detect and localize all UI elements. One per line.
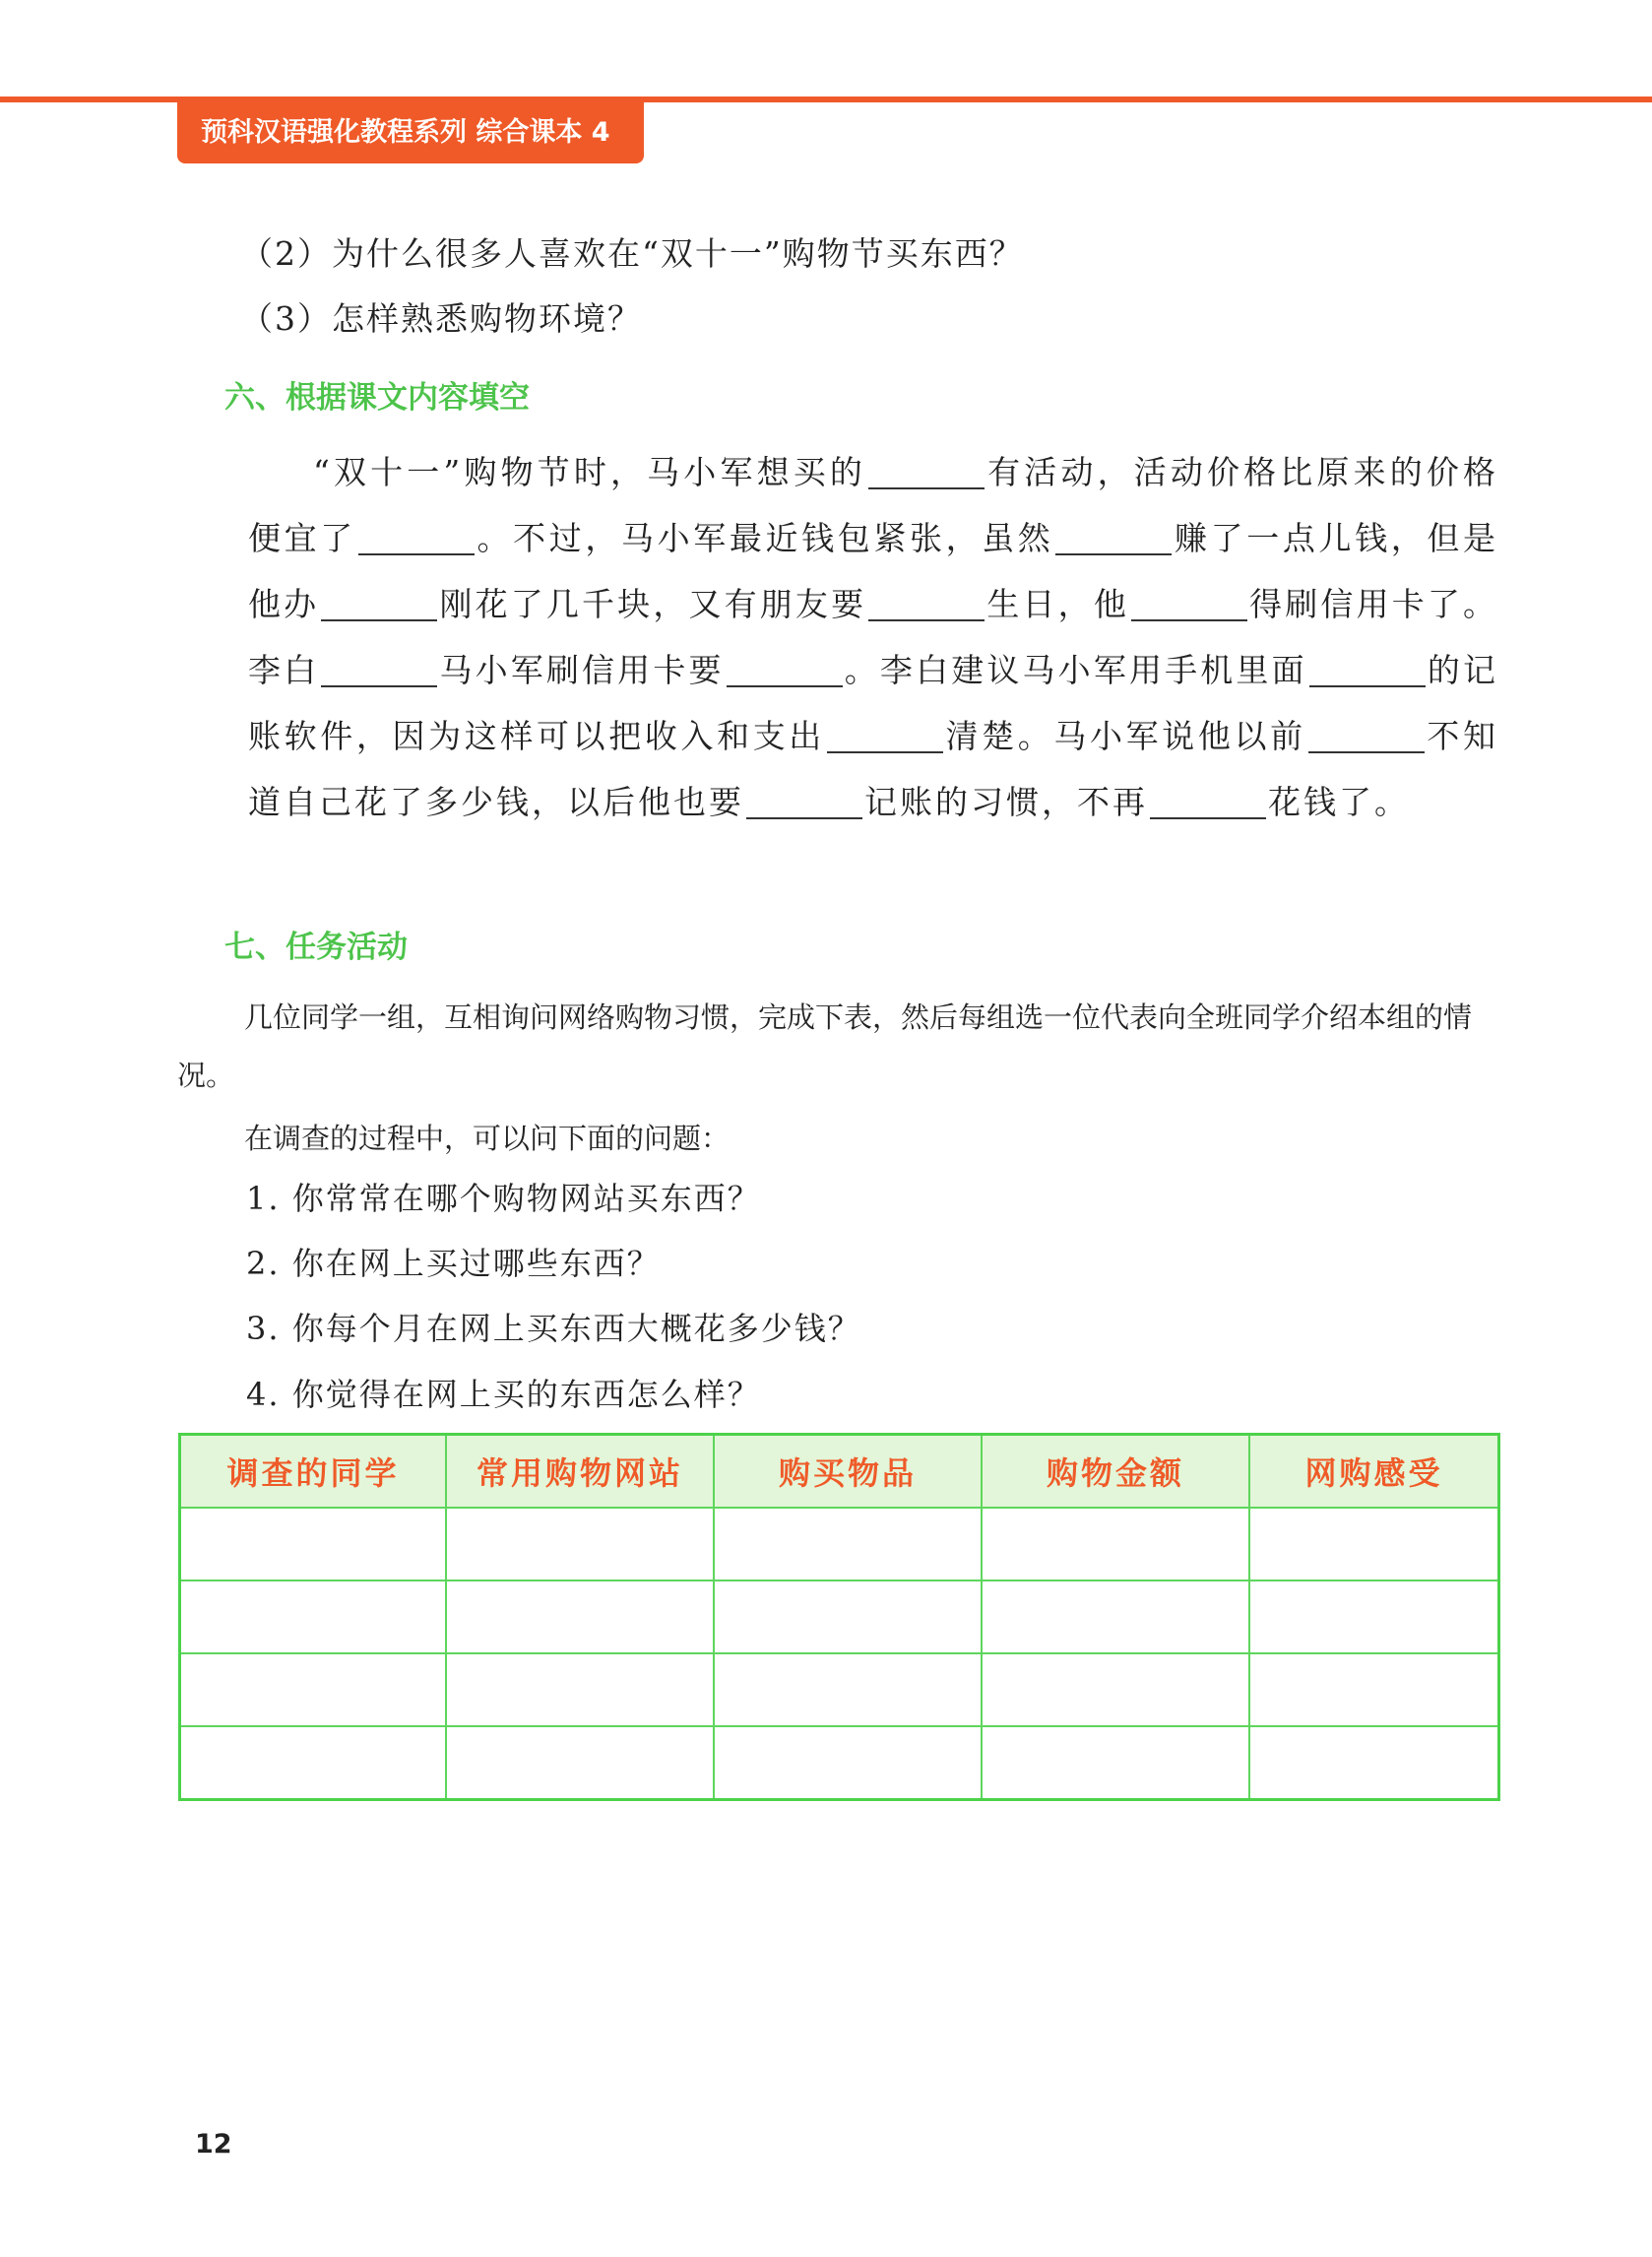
fill-in-paragraph (248, 439, 1498, 835)
table-header-row (180, 1435, 1499, 1509)
text-segment: 记账的习惯，不再 (864, 783, 1148, 821)
col-header-classmate: 调查的同学 (180, 1435, 447, 1509)
col-header-website: 常用购物网站 (446, 1435, 714, 1509)
table-cell[interactable] (446, 1580, 714, 1653)
table-cell[interactable] (714, 1580, 982, 1653)
text-segment: 花钱了。 (1268, 783, 1410, 821)
table-cell[interactable] (1249, 1580, 1499, 1653)
survey-question-2: 2. 你在网上买过哪些东西？ (246, 1245, 661, 1282)
table-cell[interactable] (982, 1726, 1249, 1800)
col-header-items: 购买物品 (714, 1435, 982, 1509)
table-cell[interactable] (1249, 1726, 1499, 1800)
answer-blank[interactable] (868, 587, 985, 621)
col-header-feeling: 网购感受 (1249, 1435, 1499, 1509)
answer-blank[interactable] (1150, 785, 1266, 819)
table-row (180, 1653, 1499, 1726)
text-segment: 生日，他 (986, 585, 1129, 623)
text-segment: 赚了一点儿钱，但是他办 (248, 519, 1499, 623)
table-cell[interactable] (446, 1508, 714, 1580)
answer-blank[interactable] (358, 521, 475, 555)
table-cell[interactable] (714, 1726, 982, 1800)
table-cell[interactable] (180, 1508, 447, 1580)
series-title-tab: 预科汉语强化教程系列 综合课本 4 (177, 102, 644, 163)
section-6-heading: 六、根据课文内容填空 (224, 380, 530, 416)
answer-blank[interactable] (321, 653, 437, 687)
text-segment: 马小军刷信用卡要 (439, 651, 725, 689)
text-segment: 不知道自己花了多少钱，以后他也要 (248, 717, 1499, 821)
table-cell[interactable] (714, 1653, 982, 1726)
table-cell[interactable] (1249, 1653, 1499, 1726)
question-2: （2）为什么很多人喜欢在“双十一”购物节买东西？ (240, 234, 1024, 273)
table-cell[interactable] (180, 1580, 447, 1653)
text-segment: 刚花了几千块，又有朋友要 (439, 585, 867, 623)
text-segment: 。李白建议马小军用手机里面 (844, 651, 1307, 689)
text-segment: 有活动，活动价格比原来的价格便宜了 (248, 453, 1498, 557)
survey-table (178, 1433, 1500, 1801)
table-cell[interactable] (180, 1653, 447, 1726)
table-cell[interactable] (1249, 1508, 1499, 1580)
table-cell[interactable] (446, 1653, 714, 1726)
answer-blank[interactable] (868, 455, 985, 489)
answer-blank[interactable] (1308, 719, 1425, 753)
answer-blank[interactable] (746, 785, 862, 819)
table-cell[interactable] (446, 1726, 714, 1800)
answer-blank[interactable] (1055, 521, 1172, 555)
survey-question-1: 1. 你常常在哪个购物网站买东西？ (246, 1180, 761, 1217)
col-header-amount: 购物金额 (982, 1435, 1249, 1509)
table-row (180, 1508, 1499, 1580)
table-cell[interactable] (714, 1508, 982, 1580)
page-number: 12 (195, 2129, 232, 2160)
answer-blank[interactable] (827, 719, 943, 753)
task-prompt: 在调查的过程中，可以问下面的问题： (244, 1122, 731, 1155)
question-3: （3）怎样熟悉购物环境？ (240, 299, 642, 338)
section-7-heading: 七、任务活动 (224, 930, 408, 965)
answer-blank[interactable] (1131, 587, 1247, 621)
answer-blank[interactable] (727, 653, 843, 687)
table-cell[interactable] (982, 1508, 1249, 1580)
text-segment: 清楚。马小军说他以前 (944, 717, 1306, 755)
text-segment: 的记账软件，因为这样可以把收入和支出 (248, 651, 1499, 755)
table-cell[interactable] (180, 1726, 447, 1800)
table-cell[interactable] (982, 1580, 1249, 1653)
answer-blank[interactable] (321, 587, 437, 621)
answer-blank[interactable] (1309, 653, 1426, 687)
table-row (180, 1726, 1499, 1800)
table-row (180, 1580, 1499, 1653)
text-segment: 得刷信用卡了。李白 (248, 585, 1499, 689)
text-segment: “双十一”购物节时，马小军想买的 (313, 453, 867, 491)
text-segment: 。不过，马小军最近钱包紧张，虽然 (476, 519, 1054, 557)
task-intro: 几位同学一组，互相询问网络购物习惯，完成下表，然后每组选一位代表向全班同学介绍本组的情况。 (177, 1000, 1473, 1092)
table-cell[interactable] (982, 1653, 1249, 1726)
survey-question-3: 3. 你每个月在网上买东西大概花多少钱？ (246, 1310, 861, 1347)
survey-question-4: 4. 你觉得在网上买的东西怎么样？ (246, 1376, 761, 1413)
